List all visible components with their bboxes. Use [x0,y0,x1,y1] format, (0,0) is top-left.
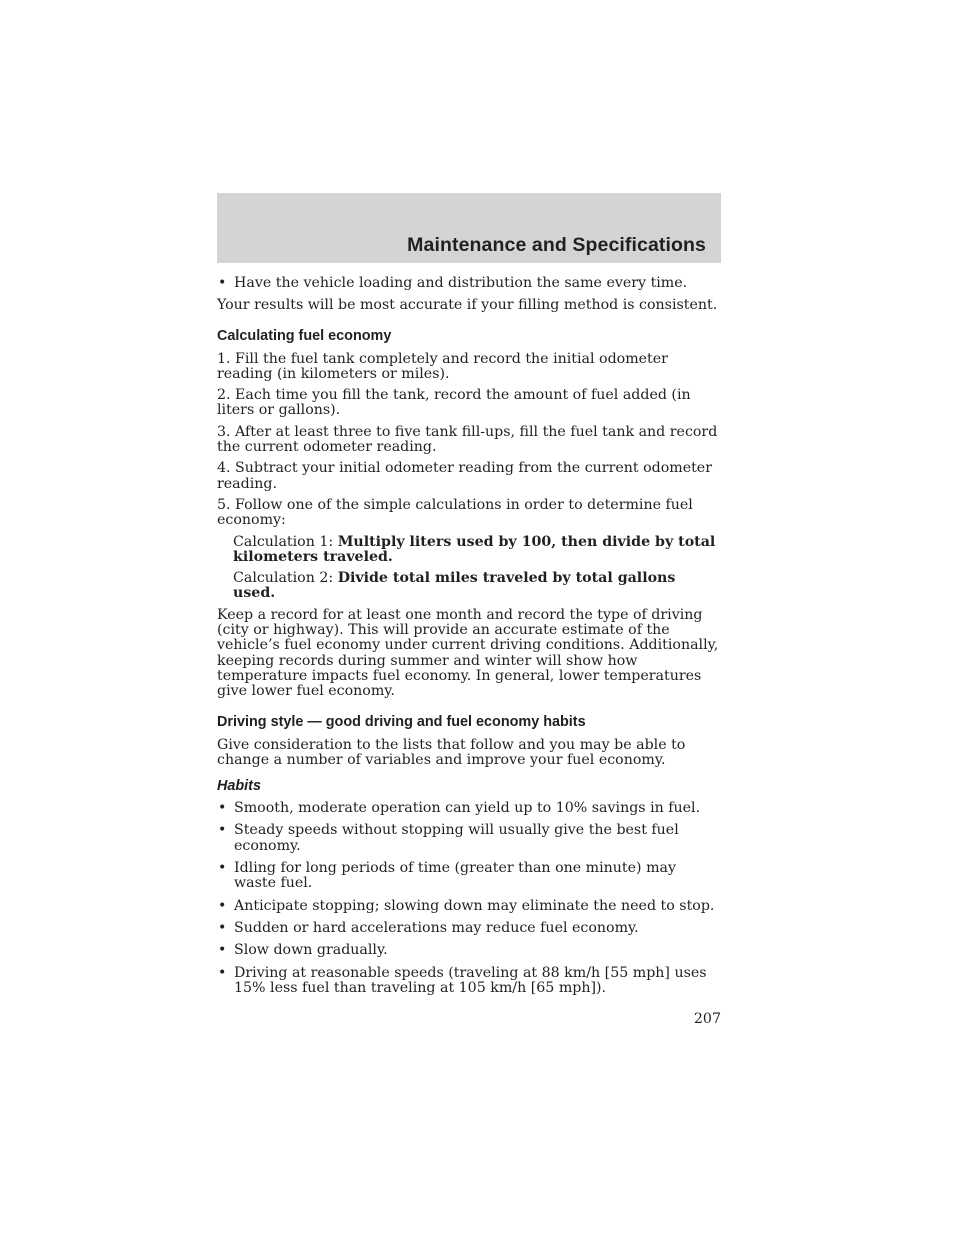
list-item [217,943,721,958]
bullet-icon: • [218,964,227,981]
list-item [217,861,721,892]
bullet-icon: • [218,860,227,877]
step-4: 4. Subtract your initial odometer reading from the current odometer reading. [217,460,712,492]
calculation-2 [217,571,721,602]
list-item-text: Steady speeds without stopping will usually give the best fuel economy. [234,822,679,854]
bullet-icon: • [218,800,227,817]
section-header [217,193,721,263]
heading-driving-style: Driving style — good driving and fuel economy habits [217,713,586,730]
bullet-icon: • [218,897,227,914]
bullet-icon: • [218,919,227,936]
paragraph-consideration: Give consideration to the lists that follow and you may be able to change a number of variables and improve your fuel economy. [217,736,686,768]
step-5: 5. Follow one of the simple calculations in order to determine fuel economy: [217,496,693,529]
page-content [217,263,721,1027]
calculation-1-label: Calculation 1: [233,533,338,550]
step-3: 3. After at least three to five tank fill-ups, fill the fuel tank and record the current odometer reading. [217,423,718,456]
list-item [217,276,721,291]
calculation-2-text: Divide total miles traveled by total gallons used. [233,570,676,602]
list-item [217,823,721,854]
list-item-text: Idling for long periods of time (greater than one minute) may waste fuel. [234,860,677,892]
bullet-icon: • [218,942,227,959]
list-item-text: Slow down gradually. [234,942,388,959]
calculation-2-label: Calculation 2: [233,570,338,587]
heading-calculating-fuel-economy: Calculating fuel economy [217,327,392,344]
manual-page [217,193,721,1027]
step-1: 1. Fill the fuel tank completely and record the initial odometer reading (in kilometers or miles). [217,350,668,382]
list-item-text: Sudden or hard accelerations may reduce fuel economy. [234,919,639,936]
calculation-1-text: Multiply liters used by 100, then divide by total kilometers traveled. [233,533,716,565]
page-number: 207 [693,1011,721,1028]
bullet-icon: • [218,275,227,291]
list-item [217,966,721,997]
list-item-text: Driving at reasonable speeds (traveling at 88 km/h [55 mph] uses 15% less fuel than traveling at 105 km/h [65 mph]). [234,964,707,996]
paragraph: Your results will be most accurate if your filling method is consistent. [217,297,718,314]
bullet-icon: • [218,822,227,839]
list-item-text: Smooth, moderate operation can yield up to 10% savings in fuel. [234,800,701,817]
section-title: Maintenance and Specifications [407,234,706,256]
list-item-text: Anticipate stopping; slowing down may eliminate the need to stop. [234,897,715,914]
list-item [217,899,721,914]
list-item [217,921,721,936]
step-2: 2. Each time you fill the tank, record the amount of fuel added (in liters or gallons). [217,387,691,419]
calculation-1 [217,535,721,566]
heading-habits: Habits [217,778,261,795]
list-item [217,801,721,816]
list-item-text: Have the vehicle loading and distribution the same every time. [234,275,688,291]
paragraph-record: Keep a record for at least one month and record the type of driving (city or highway). This will provide an accurate estimate of the vehicle’s fuel economy under current driving conditions. Additionally, keeping records during summer and winter will show how temperature impacts fuel economy. In general, lower temperatures give lower fuel economy. [217,606,719,700]
